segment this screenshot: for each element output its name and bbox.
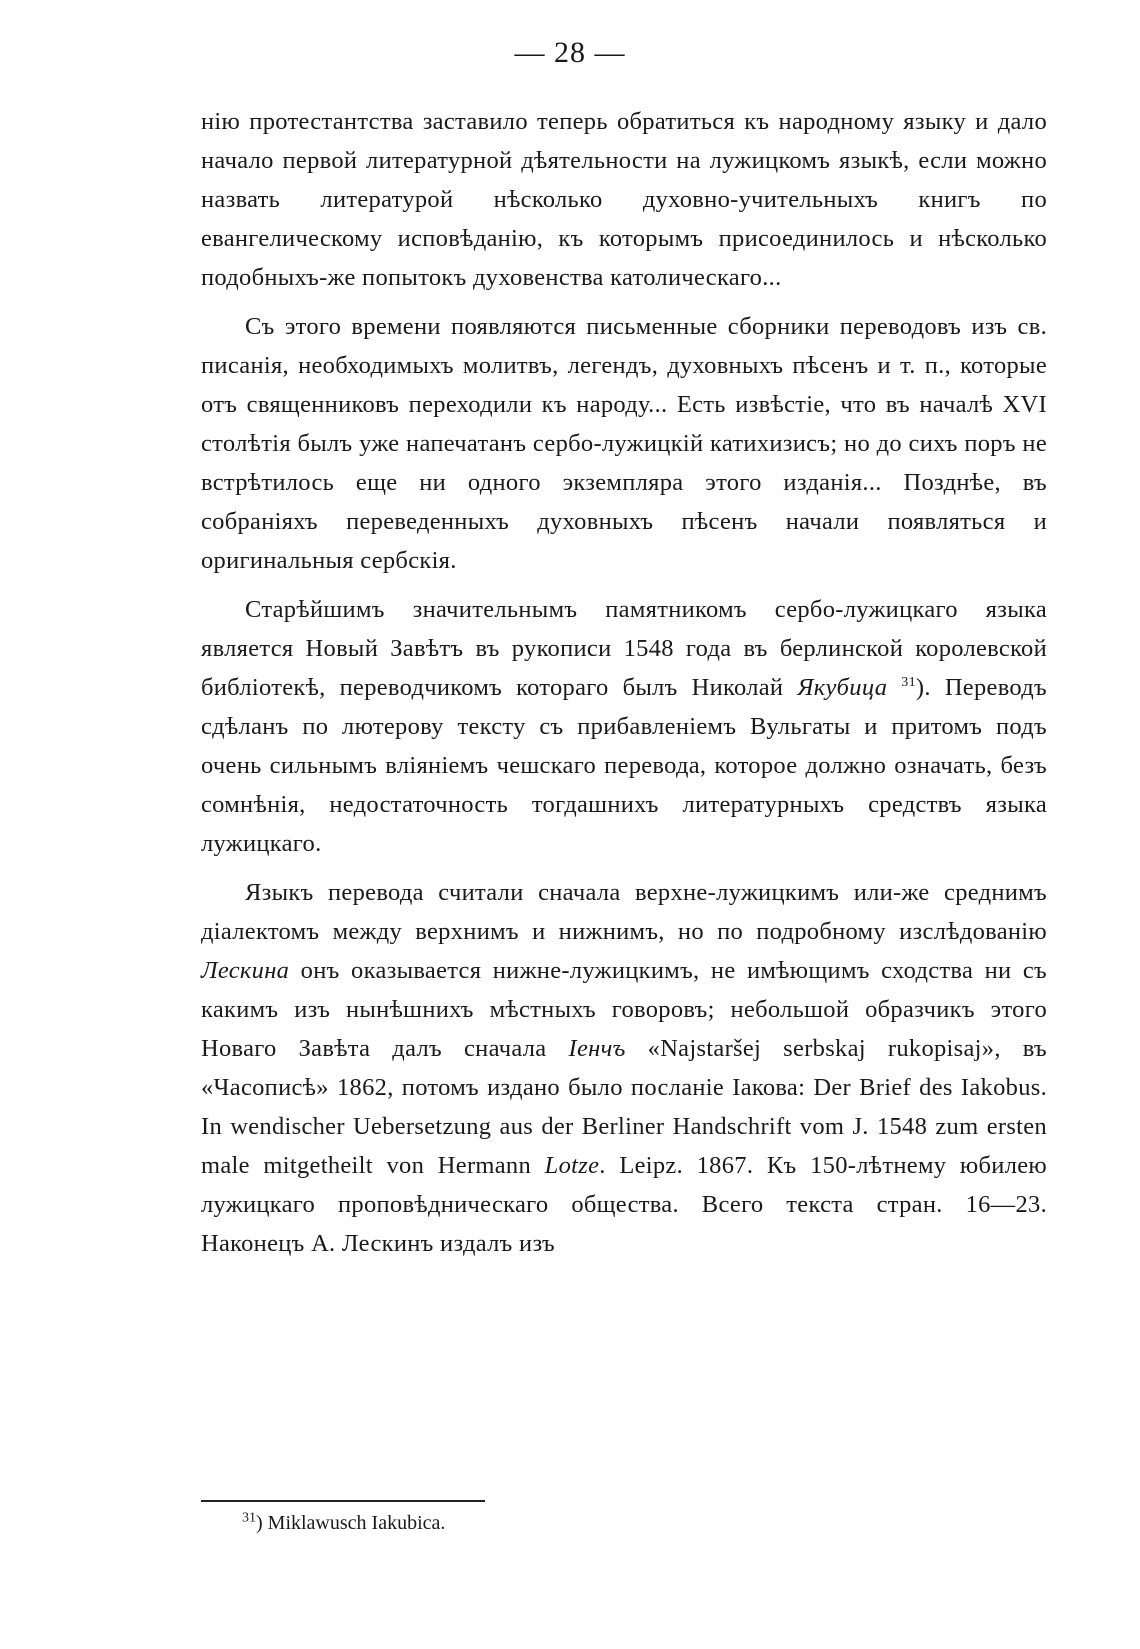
page-number: — 28 —	[514, 36, 626, 69]
footnote-text: ) Miklawusch Iakubica.	[256, 1512, 446, 1534]
paragraph-4	[201, 873, 1047, 1263]
name-lotze: Lotze	[544, 1152, 600, 1179]
paragraph-4-text-b: онъ оказывается нижне-лужицкимъ, не имѣющимъ сходства ни съ какимъ изъ нынѣшнихъ мѣстныхъ говоровъ; небольшой образчикъ этого Новаго Завѣта далъ сначала	[201, 957, 1047, 1062]
name-leskin: Лескина	[201, 957, 290, 984]
footnote-31	[242, 1508, 445, 1538]
paragraph-1: нію протестантства заставило теперь обратиться къ народному языку и дало начало первой литературной дѣятельности на лужицкомъ языкѣ, если можно назвать литературой нѣсколько духовно-учительныхъ книгъ по евангелическому исповѣданію, къ которымъ присоединилось и нѣсколько подобныхъ-же попытокъ духовенства католическаго...	[201, 108, 1047, 291]
paragraph-4-text-d: . Leipz. 1867. Къ 150-лѣтнему юбилею лужицкаго проповѣдническаго общества. Всего текста стран. 16—23. Наконецъ А. Лескинъ издалъ изъ	[201, 1152, 1048, 1257]
main-text	[201, 102, 1047, 1273]
footnote-ref-31[interactable]: 31	[901, 674, 916, 690]
paragraph-2: Съ этого времени появляются письменные сборники переводовъ изъ св. писанія, необходимыхъ молитвъ, легендъ, духовныхъ пѣсенъ и т. п., которые отъ священниковъ переходили къ народу... Есть извѣстіе, что въ началѣ XVI столѣтія былъ уже напечатанъ сербо-лужицкій катихизисъ; но до сихъ поръ не встрѣтилось еще ни одного экземпляра этого изданія... Позднѣе, въ собраніяхъ переведенныхъ духовныхъ пѣсенъ начали появляться и оригинальныя сербскія.	[201, 313, 1047, 574]
paragraph-3	[201, 590, 1047, 863]
name-jakubica: Якубица	[797, 674, 888, 701]
paragraph-4-text-a: Языкъ перевода считали сначала верхне-лужицкимъ или-же среднимъ діалектомъ между верхнимъ и нижнимъ, но по подробному изслѣдованію	[201, 879, 1047, 945]
footnote-marker: 31	[242, 1510, 256, 1526]
footnote-divider	[201, 1500, 485, 1502]
paragraph-3-text-a: Старѣйшимъ значительнымъ памятникомъ сербо-лужицкаго языка является Новый Завѣтъ въ рукописи 1548 года въ берлинской королевской библіотекѣ, переводчикомъ котораго былъ Николай	[201, 596, 1047, 701]
paragraph-3-text-b: ). Переводъ сдѣланъ по лютерову тексту съ прибавленіемъ Вульгаты и притомъ подъ очень сильнымъ вліяніемъ чешскаго перевода, которое должно означать, безъ сомнѣнія, недостаточность тогдашнихъ литературныхъ средствъ языка лужицкаго.	[201, 674, 1047, 857]
name-jench: Іенчъ	[568, 1035, 626, 1062]
paragraph-4-text-c: «Najstaršej serbskaj rukopisaj», въ «Часописѣ» 1862, потомъ издано было посланіе Іакова: Der Brief des Iakobus. In wendischer Uebersetzung aus der Berliner Handschrift vom J. 1548 zum ersten male mitgetheilt von Hermann	[201, 1035, 1048, 1179]
